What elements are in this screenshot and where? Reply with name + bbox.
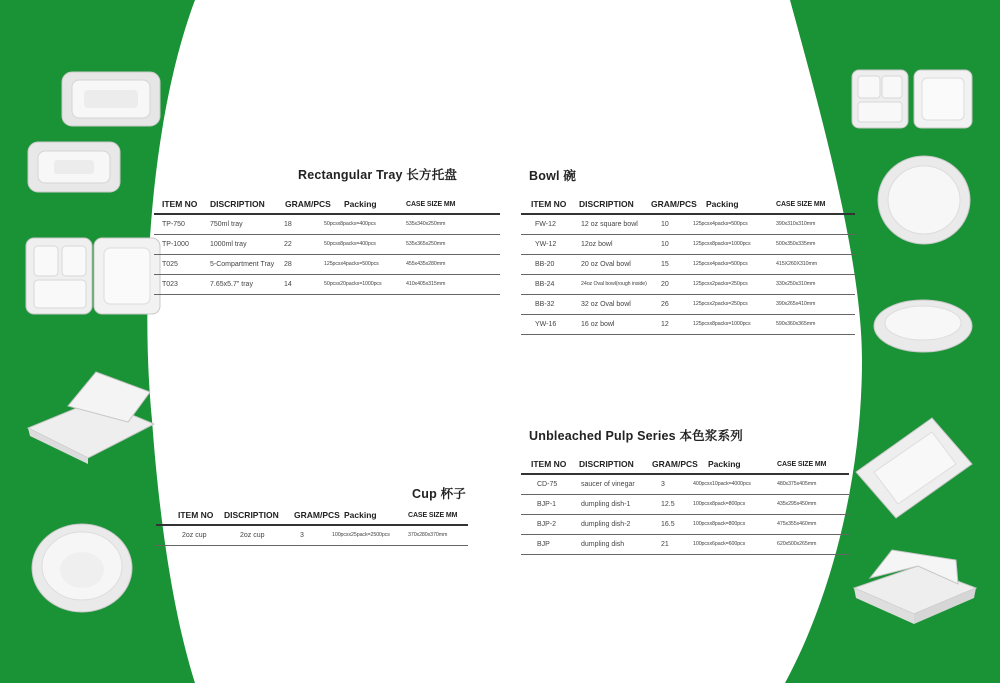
cell-description: 16 oz bowl <box>581 321 615 328</box>
cell-description: 20 oz Oval bowl <box>581 261 631 268</box>
table-header <box>521 456 849 475</box>
cell-case-size: 620x500x265mm <box>777 541 817 547</box>
cell-item-no: T023 <box>162 281 178 288</box>
header-packing: Packing <box>344 510 377 520</box>
cell-item-no: BJP <box>537 541 550 548</box>
clamshell-box-image <box>18 366 158 466</box>
cell-case-size: 410x405x315mm <box>406 281 446 287</box>
header-gram-pcs: GRAM/PCS <box>651 199 697 209</box>
cell-case-size: 590x360x365mm <box>776 321 816 327</box>
cell-description: saucer of vinegar <box>581 481 635 488</box>
cell-gram-pcs: 21 <box>661 541 669 548</box>
table-row <box>521 535 849 555</box>
table-header <box>521 196 855 215</box>
table-row <box>521 475 849 495</box>
bowl-title: Bowl 碗 <box>529 169 577 183</box>
table-row <box>521 275 855 295</box>
cup-title: Cup 杯子 <box>412 487 466 501</box>
cell-description: dumpling dish <box>581 541 625 548</box>
cell-item-no: BJP-1 <box>537 501 557 508</box>
cell-case-size: 370x280x370mm <box>408 532 448 538</box>
cell-packing: 400pcsx10pack=4000pcs <box>693 481 751 487</box>
table-row <box>521 235 855 255</box>
cell-item-no: BB-24 <box>535 281 555 288</box>
cell-case-size: 415X260X310mm <box>776 261 818 267</box>
bowl-table <box>521 196 855 335</box>
header-description: DISCRIPTION <box>224 510 279 520</box>
cell-packing: 125pcsx4packs=500pcs <box>693 221 748 227</box>
header-item-no: ITEM NO <box>531 459 567 469</box>
header-packing: Packing <box>706 199 739 209</box>
cell-gram-pcs: 22 <box>284 241 292 248</box>
cell-packing: 100pcsx6pack=600pcs <box>693 541 746 547</box>
cell-gram-pcs: 3 <box>300 532 304 539</box>
header-packing: Packing <box>344 199 377 209</box>
cell-gram-pcs: 16.5 <box>661 521 675 528</box>
table-header <box>156 507 468 526</box>
cell-item-no: TP-750 <box>162 221 185 228</box>
header-case-size: CASE SIZE MM <box>776 201 826 208</box>
header-case-size: CASE SIZE MM <box>406 201 456 208</box>
square-clamshell-image <box>850 66 974 132</box>
cell-packing: 100pcsx8pack=800pcs <box>693 501 746 507</box>
cell-packing: 125pcsx4packs=500pcs <box>324 261 379 267</box>
cell-case-size: 455x435x280mm <box>406 261 446 267</box>
cell-packing: 125pcsx8packs=1000pcs <box>693 321 751 327</box>
cell-gram-pcs: 10 <box>661 221 669 228</box>
table-row <box>521 515 849 535</box>
cell-item-no: T025 <box>162 261 178 268</box>
cell-gram-pcs: 15 <box>661 261 669 268</box>
rectangular-tray-table <box>154 196 500 295</box>
cell-gram-pcs: 12 <box>661 321 669 328</box>
header-gram-pcs: GRAM/PCS <box>294 510 340 520</box>
cell-description: 7.65x5.7" tray <box>210 281 253 288</box>
cell-item-no: BB-32 <box>535 301 555 308</box>
unbleached-pulp-title: Unbleached Pulp Series 本色浆系列 <box>529 429 743 443</box>
cell-item-no: BJP-2 <box>537 521 557 528</box>
compartment-tray-image <box>24 234 162 318</box>
cell-case-size: 475x355x460mm <box>777 521 817 527</box>
cell-gram-pcs: 3 <box>661 481 665 488</box>
cell-item-no: CD-75 <box>537 481 558 488</box>
cell-case-size: 390x310x310mm <box>776 221 816 227</box>
header-gram-pcs: GRAM/PCS <box>652 459 698 469</box>
header-gram-pcs: GRAM/PCS <box>285 199 331 209</box>
tray-750-image <box>60 70 162 128</box>
table-row <box>154 255 500 275</box>
table-header <box>154 196 500 215</box>
cell-item-no: YW-12 <box>535 241 557 248</box>
cell-case-size: 330x250x310mm <box>776 281 816 287</box>
cell-item-no: YW-16 <box>535 321 557 328</box>
cell-gram-pcs: 10 <box>661 241 669 248</box>
header-packing: Packing <box>708 459 741 469</box>
cell-packing: 125pcsx4packs=500pcs <box>693 261 748 267</box>
square-plate-image <box>852 414 976 522</box>
header-item-no: ITEM NO <box>162 199 198 209</box>
round-bowl-image <box>30 522 134 614</box>
cell-packing: 125pcsx8packs=1000pcs <box>693 241 751 247</box>
cell-packing: 50pcsx8packs=400pcs <box>324 221 376 227</box>
cell-gram-pcs: 28 <box>284 261 292 268</box>
cell-description: 1000ml tray <box>210 241 247 248</box>
cell-gram-pcs: 18 <box>284 221 292 228</box>
unbleached-pulp-table <box>521 456 849 555</box>
table-row <box>521 315 855 335</box>
cell-description: 750ml tray <box>210 221 243 228</box>
cell-item-no: TP-1000 <box>162 241 189 248</box>
cell-item-no: FW-12 <box>535 221 556 228</box>
cell-packing: 100pcsx25pack=2500pcs <box>332 532 390 538</box>
cell-item-no: BB-20 <box>535 261 555 268</box>
cell-gram-pcs: 20 <box>661 281 669 288</box>
cell-gram-pcs: 12.5 <box>661 501 675 508</box>
table-row <box>154 235 500 255</box>
fw12-bowl-image <box>876 154 972 246</box>
table-row <box>154 275 500 295</box>
cell-description: 12oz bowl <box>581 241 613 248</box>
header-description: DISCRIPTION <box>579 459 634 469</box>
cell-packing: 50pcsx20packs=1000pcs <box>324 281 382 287</box>
cell-gram-pcs: 26 <box>661 301 669 308</box>
cell-description: dumpling dish-2 <box>581 521 631 528</box>
cell-description: 32 oz Oval bowl <box>581 301 631 308</box>
cell-packing: 125pcsx2packs=250pcs <box>693 281 748 287</box>
cell-case-size: 500x350x335mm <box>776 241 816 247</box>
cell-case-size: 535x365x250mm <box>406 241 446 247</box>
cell-case-size: 435x295x450mm <box>777 501 817 507</box>
cell-description: 5-Compartment Tray <box>210 261 275 268</box>
cell-case-size: 535x340x250mm <box>406 221 446 227</box>
cell-gram-pcs: 14 <box>284 281 292 288</box>
cup-table <box>156 507 468 546</box>
cell-packing: 100pcsx8pack=800pcs <box>693 521 746 527</box>
cell-description: 2oz cup <box>240 532 265 539</box>
dumpling-box-image <box>848 544 980 626</box>
cell-description: dumpling dish-1 <box>581 501 631 508</box>
cell-packing: 125pcsx2packs=250pcs <box>693 301 748 307</box>
table-row <box>521 255 855 275</box>
cell-description: 12 oz square bowl <box>581 221 638 228</box>
table-row <box>521 495 849 515</box>
table-row <box>154 215 500 235</box>
header-case-size: CASE SIZE MM <box>777 461 827 468</box>
header-case-size: CASE SIZE MM <box>408 512 458 519</box>
table-row <box>521 215 855 235</box>
rectangular-tray-title: Rectangular Tray 长方托盘 <box>298 168 458 182</box>
cell-case-size: 390x265x410mm <box>776 301 816 307</box>
cell-packing: 50pcsx8packs=400pcs <box>324 241 376 247</box>
cell-item-no: 2oz cup <box>182 532 207 539</box>
cell-case-size: 480x375x405mm <box>777 481 817 487</box>
table-row <box>521 295 855 315</box>
table-row <box>156 526 468 546</box>
cell-description: 24oz Oval bowl(rough inside) <box>581 281 647 287</box>
header-item-no: ITEM NO <box>178 510 214 520</box>
header-item-no: ITEM NO <box>531 199 567 209</box>
tray-1000-image <box>26 140 122 194</box>
header-description: DISCRIPTION <box>210 199 265 209</box>
oval-bowl-image <box>872 298 974 354</box>
header-description: DISCRIPTION <box>579 199 634 209</box>
